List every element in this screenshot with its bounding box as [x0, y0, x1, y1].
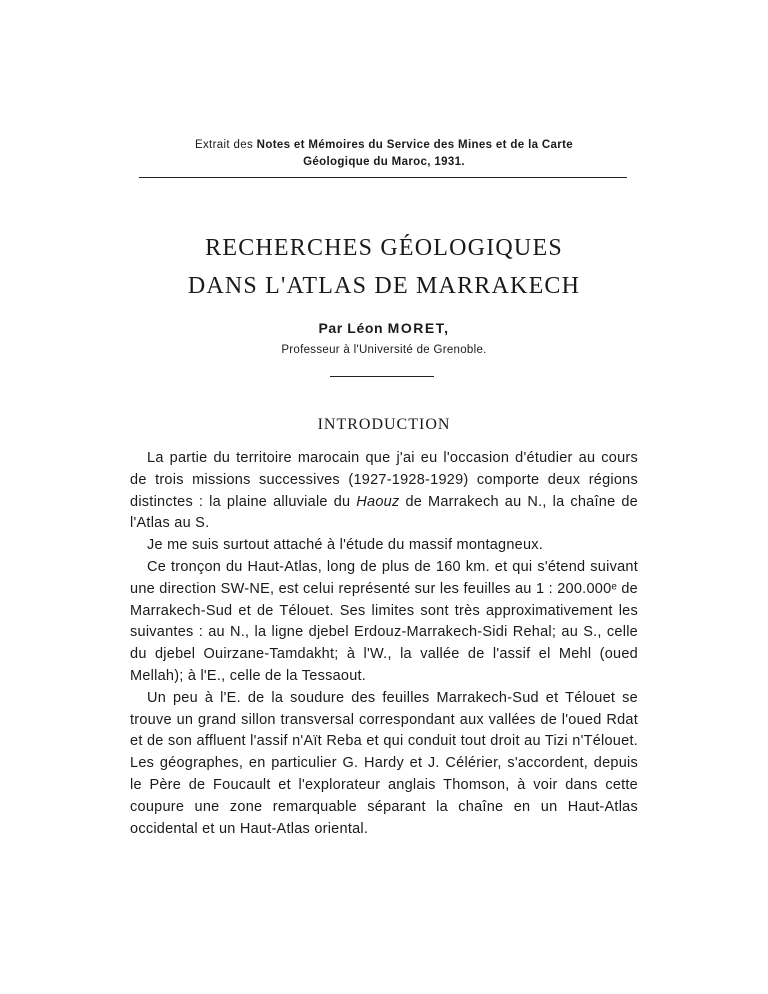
paragraph-2-text: Je me suis surtout attaché à l'étude du massif montagneux.	[147, 537, 544, 554]
extract-journal-line-1: Notes et Mémoires du Service des Mines et de la Carte	[256, 139, 574, 151]
author-name: MORET,	[387, 320, 450, 336]
header-rule	[139, 177, 627, 178]
extract-journal-line-2: Géologique du Maroc, 1931.	[303, 156, 465, 168]
title-line-1: RECHERCHES GÉOLOGIQUES	[205, 235, 563, 261]
paragraph-3-text: Ce tronçon du Haut-Atlas, long de plus de 160 km. et qui s'étend suivant une direction SW-NE, est celui représenté sur les feuilles au 1 : 200.000ᵉ de Marrakech-Sud et de Télouet. Ses limites sont très approximativement les suivantes : au N., la ligne djebel Erdouz-Marrakech-Sidi Rehal; au S., celle du djebel Ouirzane-Tamdakht; à l'W., la vallée de l'assif el Mehl (oued Mellah); à l'E., celle de la Tessaout.	[130, 558, 638, 684]
body-text	[130, 448, 638, 840]
extract-header	[110, 137, 658, 171]
section-heading: INTRODUCTION	[317, 416, 451, 433]
paragraph-2	[130, 535, 638, 557]
extract-prefix: Extrait des	[194, 139, 254, 151]
author-affiliation: Professeur à l'Université de Grenoble.	[281, 344, 487, 356]
paragraph-1	[130, 448, 638, 535]
paragraph-1-text: La partie du territoire marocain que j'ai eu l'occasion d'étudier au cours de trois missions successives (1927-1928-1929) comporte deux régions distinctes : la plaine alluviale du	[130, 450, 638, 510]
paragraph-4-text: Un peu à l'E. de la soudure des feuilles Marrakech-Sud et Télouet se trouve un grand sillon transversal correspondant aux vallées de l'oued Rdat et de son affluent l'assif n'Aït Reba et qui conduit tout droit au Tizi n'Télouet. Les géographes, en particulier G. Hardy et J. Célérier, s'accordent, depuis le Père de Foucault et l'explorateur anglais Thomson, à voir dans cette coupure une zone remarquable séparant la chaîne en un Haut-Atlas occidental et un Haut-Atlas oriental.	[130, 689, 638, 837]
title-line-2: DANS L'ATLAS DE MARRAKECH	[187, 273, 581, 299]
paragraph-1-text-end: de Marrakech au N., la chaîne de l'Atlas au S.	[130, 493, 638, 532]
author-prefix: Par Léon	[318, 320, 384, 336]
author-byline	[110, 320, 658, 336]
paragraph-4	[130, 688, 638, 841]
paragraph-1-emphasis: Haouz	[356, 493, 400, 510]
paragraph-3	[130, 557, 638, 688]
separator-rule	[330, 376, 434, 377]
